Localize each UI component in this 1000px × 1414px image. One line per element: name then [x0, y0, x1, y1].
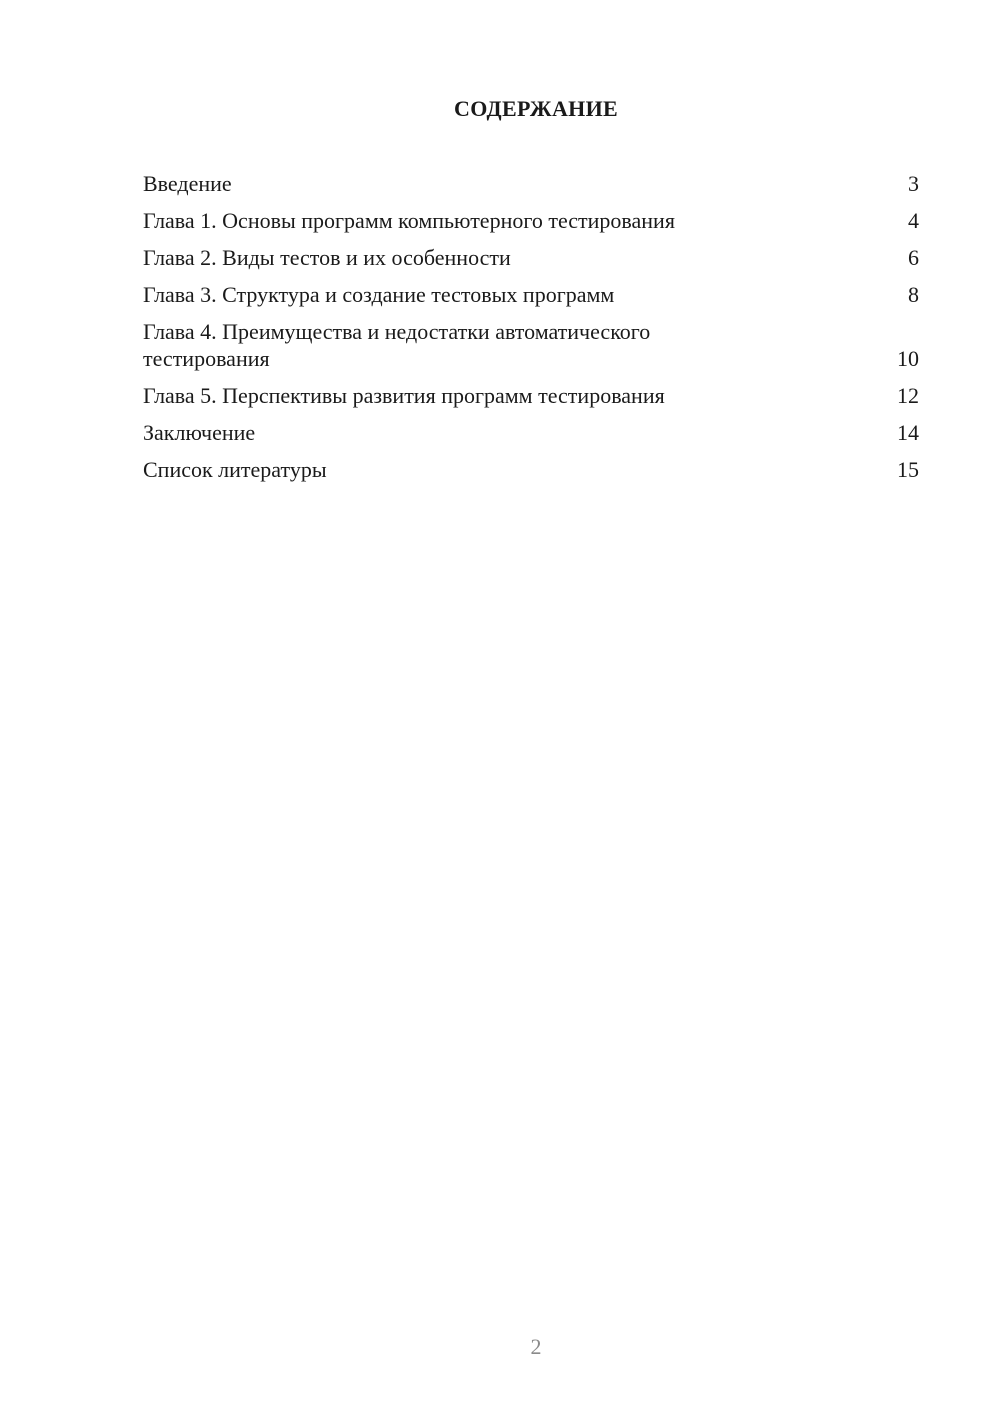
toc-entry-label: Заключение — [143, 420, 256, 445]
toc-entry-page: 6 — [908, 245, 919, 270]
toc-row-chapter-5 — [143, 382, 919, 409]
table-of-contents — [143, 170, 919, 493]
toc-row-chapter-3 — [143, 281, 919, 308]
toc-entry-label: Глава 5. Перспективы развития программ тестирования — [143, 383, 665, 408]
toc-row-chapter-4 — [143, 318, 919, 372]
toc-entry-page: 4 — [908, 208, 919, 233]
toc-entry-page: 14 — [897, 420, 919, 445]
toc-row-references — [143, 456, 919, 483]
toc-entry-label: Глава 3. Структура и создание тестовых программ — [143, 282, 615, 307]
toc-entry-page: 8 — [908, 282, 919, 307]
toc-row-conclusion — [143, 419, 919, 446]
toc-entry-label: Список литературы — [143, 457, 327, 482]
page-title: СОДЕРЖАНИЕ — [454, 96, 618, 121]
toc-entry-page: 10 — [897, 346, 919, 371]
toc-entry-label: Введение — [143, 171, 232, 196]
toc-row-introduction — [143, 170, 919, 197]
page-number: 2 — [530, 1334, 542, 1359]
toc-row-chapter-2 — [143, 244, 919, 271]
toc-row-chapter-1 — [143, 207, 919, 234]
toc-entry-label: Глава 1. Основы программ компьютерного тестирования — [143, 208, 675, 233]
toc-entry-page: 12 — [897, 383, 919, 408]
toc-entry-page: 3 — [908, 171, 919, 196]
toc-entry-label: Глава 2. Виды тестов и их особенности — [143, 245, 511, 270]
toc-entry-label: Глава 4. Преимущества и недостатки автоматического тестирования — [143, 319, 651, 371]
toc-entry-page: 15 — [897, 457, 919, 482]
